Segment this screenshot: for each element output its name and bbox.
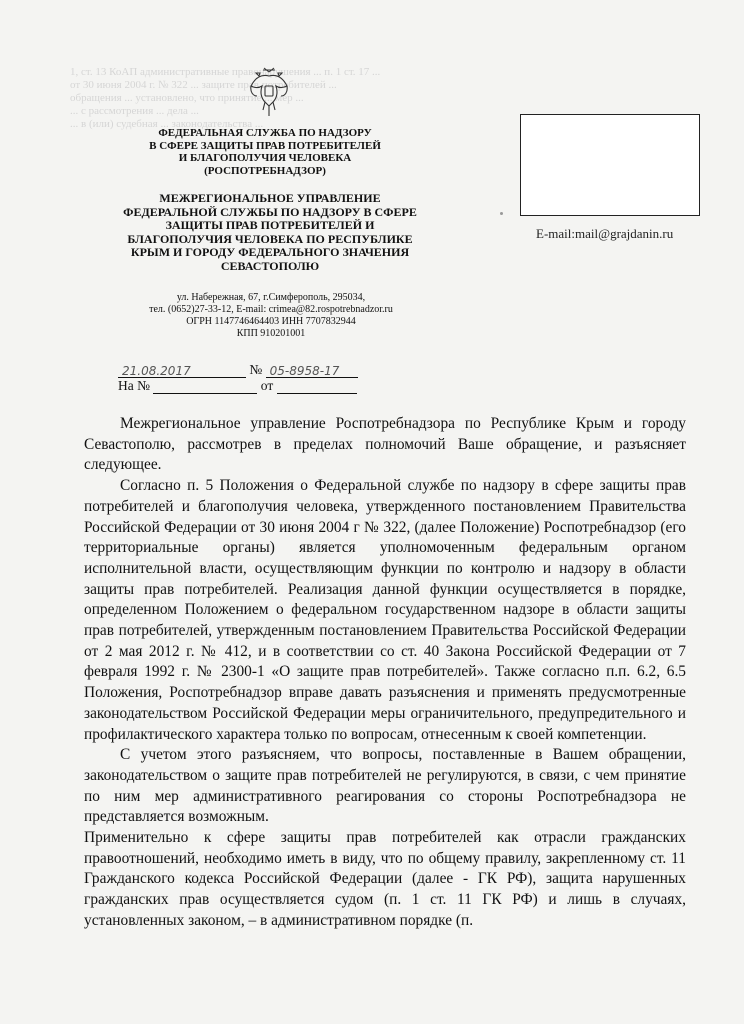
body-paragraph: Применительно к сфере защиты прав потребителей как отрасли гражданских правоотношений, необходимо иметь в виду, что по общему правилу, закрепленному ст. 11 Гражданского кодекса Российской Федерации (далее - ГК РФ), защита нарушенных гражданских прав осуществляется судом (п. 1 ст. 11 ГК РФ) и лишь в случаях, установленных законом, – в административном порядке (п.	[84, 829, 686, 929]
scan-speck	[500, 212, 503, 215]
body-paragraph: Согласно п. 5 Положения о Федеральной службе по надзору в сфере защиты прав потребителей и благополучия человека, утвержденного постановлением Правительства Российской Федерации от 30 июня 2004 г № 322, (далее Положение) Роспотребнадзор (его территориальные органы) является уполномоченным федеральным органом исполнительной власти, осуществляющим функции по контролю и надзору в области защиты прав потребителей. Реализация данной функции осуществляется в порядке, определенном Положением о федеральном государственном надзоре в области защиты прав потребителей, утвержденным постановлением Правительства Российской Федерации от 2 мая 2012 г. № 412, и в соответствии со ст. 40 Закона Российской Федерации от 7 февраля 1992 г. № 2300-1 «О защите прав потребителей». Также согласно п.п. 6.2, 6.5 Положения, Роспотребнадзор вправе давать разъяснения и применять предусмотренные законодательством Российской Федерации меры ограничительного, предупредительного и профилактического характера только по вопросам, отнесенным к своей компетенции.	[84, 477, 686, 743]
address-line: ОГРН 1147746464403 ИНН 7707832944	[186, 316, 356, 327]
header-line: ФЕДЕРАЛЬНАЯ СЛУЖБА ПО НАДЗОРУ	[158, 127, 372, 139]
header-line: ФЕДЕРАЛЬНОЙ СЛУЖБЫ ПО НАДЗОРУ В СФЕРЕ	[123, 204, 417, 219]
header-line: В СФЕРЕ ЗАЩИТЫ ПРАВ ПОТРЕБИТЕЛЕЙ	[149, 139, 381, 152]
letter-body	[84, 414, 686, 932]
bleed-line: ... в (или) судебная ... законодательства ...	[70, 118, 264, 130]
federal-service-header	[110, 127, 420, 177]
redacted-recipient-box	[520, 114, 700, 216]
regional-office-header	[100, 192, 440, 273]
header-line: И БЛАГОПОЛУЧИЯ ЧЕЛОВЕКА	[178, 152, 352, 164]
header-line: МЕЖРЕГИОНАЛЬНОЕ УПРАВЛЕНИЕ	[159, 191, 381, 205]
address-line: ул. Набережная, 67, г.Симферополь, 295034,	[176, 292, 366, 303]
number-label: №	[249, 362, 263, 377]
address-line: КПП 910201001	[236, 328, 306, 339]
office-address	[106, 292, 436, 340]
address-line: тел. (0652)27-33-12, E-mail: crimea@82.rospotrebnadzor.ru	[149, 304, 393, 315]
bleed-line: ... с рассмотрения ... дела ...	[70, 105, 199, 117]
incoming-reference	[118, 378, 357, 394]
ref-label: На №	[118, 378, 150, 393]
header-line: БЛАГОПОЛУЧИЯ ЧЕЛОВЕКА ПО РЕСПУБЛИКЕ	[127, 231, 413, 246]
outgoing-registration	[118, 362, 358, 378]
registration-date: 21.08.2017	[122, 364, 191, 378]
bleed-line: 1, ст. 13 КоАП административные правонарушения ... п. 1 ст. 17 ...	[70, 66, 381, 78]
bleed-line: обращения ... установлено, что принятие ... мер ...	[70, 92, 304, 104]
recipient-email: E-mail:mail@grajdanin.ru	[536, 226, 674, 241]
header-line: (РОСПОТРЕБНАДЗОР)	[204, 164, 326, 177]
coat-of-arms-icon	[247, 66, 291, 122]
body-paragraph: Межрегиональное управление Роспотребнадзора по Республике Крым и городу Севастополю, рассмотрев в пределах полномочий Ваше обращение, и разъясняет следующее.	[84, 415, 686, 474]
body-paragraph: С учетом этого разъясняем, что вопросы, поставленные в Вашем обращении, законодательством о защите прав потребителей не регулируются, в связи, с чем принятие по ним мер административного реагирования со стороны Роспотребнадзора не представляется возможным.	[84, 746, 686, 826]
header-line: КРЫМ И ГОРОДУ ФЕДЕРАЛЬНОГО ЗНАЧЕНИЯ	[130, 245, 410, 259]
from-label: от	[260, 378, 274, 393]
header-line: ЗАЩИТЫ ПРАВ ПОТРЕБИТЕЛЕЙ И	[165, 218, 375, 232]
registration-number: 05-8958-17	[269, 364, 340, 378]
bleed-line: от 30 июня 2004 г. № 322 ... защите прав потребителей ...	[70, 79, 337, 91]
header-line: СЕВАСТОПОЛЮ	[220, 258, 320, 273]
